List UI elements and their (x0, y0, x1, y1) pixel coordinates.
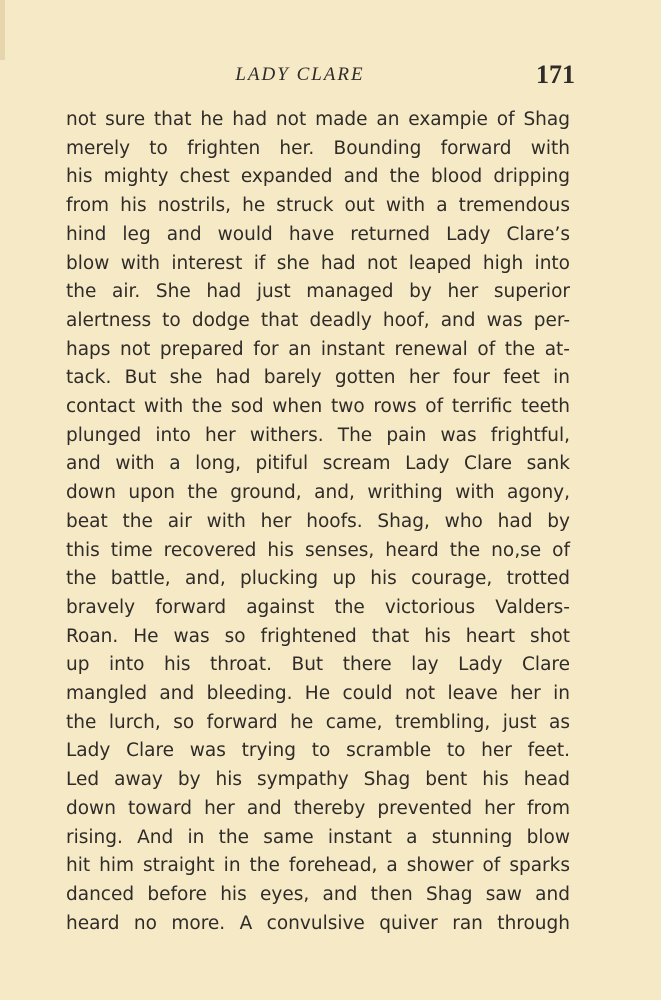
text-line: danced before his eyes, and then Shag saw and (66, 883, 570, 905)
text-line: up into his throat. But there lay Lady Clare (66, 654, 570, 676)
body-text (66, 106, 570, 938)
text-line: his mighty chest expanded and the blood dripping (66, 166, 570, 188)
page-number: 171 (536, 60, 575, 89)
text-line: Roan. He was so frightened that his heart shot (66, 625, 570, 647)
text-line: down upon the ground, and, writhing with agony, (66, 482, 570, 504)
text-line: this time recovered his senses, heard the no‚se of (66, 539, 570, 561)
text-line: and with a long, pitiful scream Lady Clare sank (66, 453, 570, 475)
page-edge-shadow (0, 0, 5, 60)
text-line: not sure that he had not made an exampie of Shag (66, 109, 570, 130)
text-line: mangled and bleeding. He could not leave her in (66, 683, 570, 705)
text-line: tack. But she had barely gotten her four feet in (66, 367, 570, 389)
text-line: Lady Clare was trying to scramble to her feet. (66, 740, 570, 762)
text-line: contact with the sod when two rows of terrific teeth (66, 396, 570, 418)
text-line: heard no more. A convulsive quiver ran through (66, 912, 570, 934)
text-line: hit him straight in the forehead, a shower of sparks (66, 855, 570, 877)
text-line: alertness to dodge that deadly hoof, and was per- (66, 309, 570, 331)
text-line: down toward her and thereby prevented her from (66, 797, 570, 819)
text-line: haps not prepared for an instant renewal of the at- (66, 338, 570, 360)
text-line: from his nostrils, he struck out with a tremendous (66, 195, 570, 217)
text-line: the air. She had just managed by her superior (66, 281, 570, 303)
text-line: the battle, and, plucking up his courage, trotted (66, 568, 570, 590)
running-title: LADY CLARE (235, 64, 365, 85)
text-line: hind leg and would have returned Lady Clare’s (66, 223, 570, 245)
text-line: rising. And in the same instant a stunning blow (66, 826, 570, 848)
text-line: Led away by his sympathy Shag bent his head (66, 769, 570, 791)
text-line: beat the air with her hoofs. Shag, who had by (66, 510, 570, 532)
text-line: the lurch, so forward he came, trembling, just as (66, 711, 570, 733)
text-line: blow with interest if she had not leaped high into (66, 252, 570, 274)
text-line: bravely forward against the victorious Valders- (66, 596, 570, 618)
text-line: merely to frighten her. Bounding forward with (66, 137, 570, 159)
text-line: plunged into her withers. The pain was frightful, (66, 424, 570, 446)
